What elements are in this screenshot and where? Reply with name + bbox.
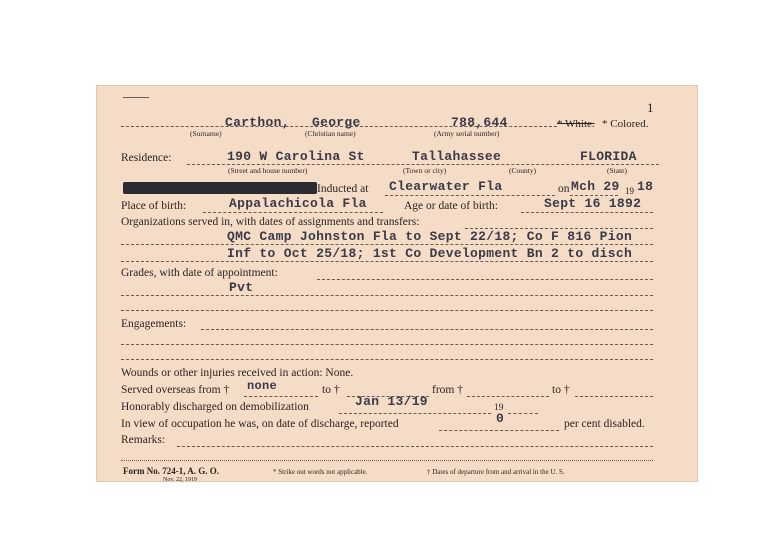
birth-place-label: Place of birth: — [121, 200, 187, 212]
remarks-line-0 — [177, 446, 653, 447]
remarks-line-1 — [121, 460, 653, 461]
birth-place-value: Appalachicola Fla — [229, 196, 367, 211]
town-value: Tallahassee — [412, 149, 502, 164]
surname-label: (Surname) — [190, 129, 222, 138]
town-label: (Town or city) — [403, 166, 447, 175]
overseas-from-value: none — [247, 379, 278, 393]
birth-place-line — [203, 212, 383, 213]
birth-date-value: Sept 16 1892 — [544, 196, 642, 211]
discharge-year-line — [508, 413, 538, 414]
induction-on-label: on — [558, 183, 570, 195]
discharge-date-value: Jan 13/19 — [355, 394, 428, 409]
discharge-label: Honorably discharged on demobilization — [121, 401, 309, 413]
state-label: (State) — [607, 166, 627, 175]
grades-line-2 — [121, 310, 653, 311]
disability-value: 0 — [496, 411, 505, 426]
organizations-line-2 — [121, 261, 653, 262]
redaction-mark — [123, 182, 317, 194]
serial-number-value: 788,644 — [451, 115, 508, 130]
colored-option: * Colored. — [602, 118, 649, 130]
christian-name-label: (Christian name) — [305, 129, 356, 138]
engagements-line-0 — [201, 329, 653, 330]
grade-value: Pvt — [229, 280, 254, 295]
state-value: FLORIDA — [580, 149, 637, 164]
overseas-to2-label: to † — [552, 384, 570, 396]
white-option: * White. — [557, 118, 595, 130]
birth-date-line — [521, 212, 653, 213]
disability-suffix: per cent disabled. — [564, 418, 645, 430]
induction-year-value: 18 — [637, 179, 654, 194]
organizations-label: Organizations served in, with dates of assignments and transfers: — [121, 216, 420, 228]
remarks-label: Remarks: — [121, 434, 166, 446]
christian-name-value: George — [312, 115, 361, 130]
grades-line-1 — [121, 295, 653, 296]
page-number: 1 — [647, 100, 654, 115]
discharge-year-prefix: 19 — [494, 403, 504, 413]
discharge-line — [339, 413, 491, 414]
induction-place-line — [385, 195, 555, 196]
residence-line — [187, 164, 659, 165]
overseas-from2-line — [467, 396, 549, 397]
serial-label: (Army serial number) — [434, 129, 500, 138]
overseas-to-label: to † — [322, 384, 340, 396]
overseas-label: Served overseas from † — [121, 384, 230, 396]
disability-line — [439, 430, 559, 431]
induction-place-value: Clearwater Fla — [389, 179, 503, 194]
record-card — [96, 85, 698, 482]
engagements-line-1 — [121, 344, 653, 345]
overseas-to2-line — [575, 396, 653, 397]
organizations-line-1 — [121, 244, 653, 245]
grades-line-0 — [317, 279, 653, 280]
form-number: Form No. 724-1, A. G. O. — [123, 466, 219, 476]
inducted-label: Inducted at — [317, 183, 369, 195]
top-rule — [123, 97, 149, 98]
wounds-text: Wounds or other injuries received in action: None. — [121, 367, 354, 379]
induction-date-value: Mch 29 — [571, 179, 620, 194]
residence-label: Residence: — [121, 152, 172, 164]
induction-year-prefix: 19 — [625, 186, 634, 196]
form-date: Nov. 22, 1919 — [163, 477, 197, 483]
county-label: (County) — [509, 166, 537, 175]
footnote-strike-out: * Strike out words not applicable. — [273, 468, 368, 476]
street-label: (Street and house number) — [228, 166, 308, 175]
surname-value: Carthon, — [225, 115, 290, 130]
disability-label: In view of occupation he was, on date of discharge, reported — [121, 418, 399, 430]
organizations-line-1-value: QMC Camp Johnston Fla to Sept 22/18; Co F 816 Pion — [227, 229, 633, 244]
engagements-label: Engagements: — [121, 318, 187, 330]
street-value: 190 W Carolina St — [227, 149, 365, 164]
footnote-dates: † Dates of departure from and arrival in the U. S. — [427, 468, 565, 476]
overseas-from2-label: from † — [432, 384, 463, 396]
birth-date-label: Age or date of birth: — [404, 200, 498, 212]
engagements-line-2 — [121, 359, 653, 360]
overseas-from-line — [244, 396, 318, 397]
organizations-line-2-value: Inf to Oct 25/18; 1st Co Development Bn 2 to disch — [227, 246, 633, 261]
grades-label: Grades, with date of appointment: — [121, 267, 278, 279]
